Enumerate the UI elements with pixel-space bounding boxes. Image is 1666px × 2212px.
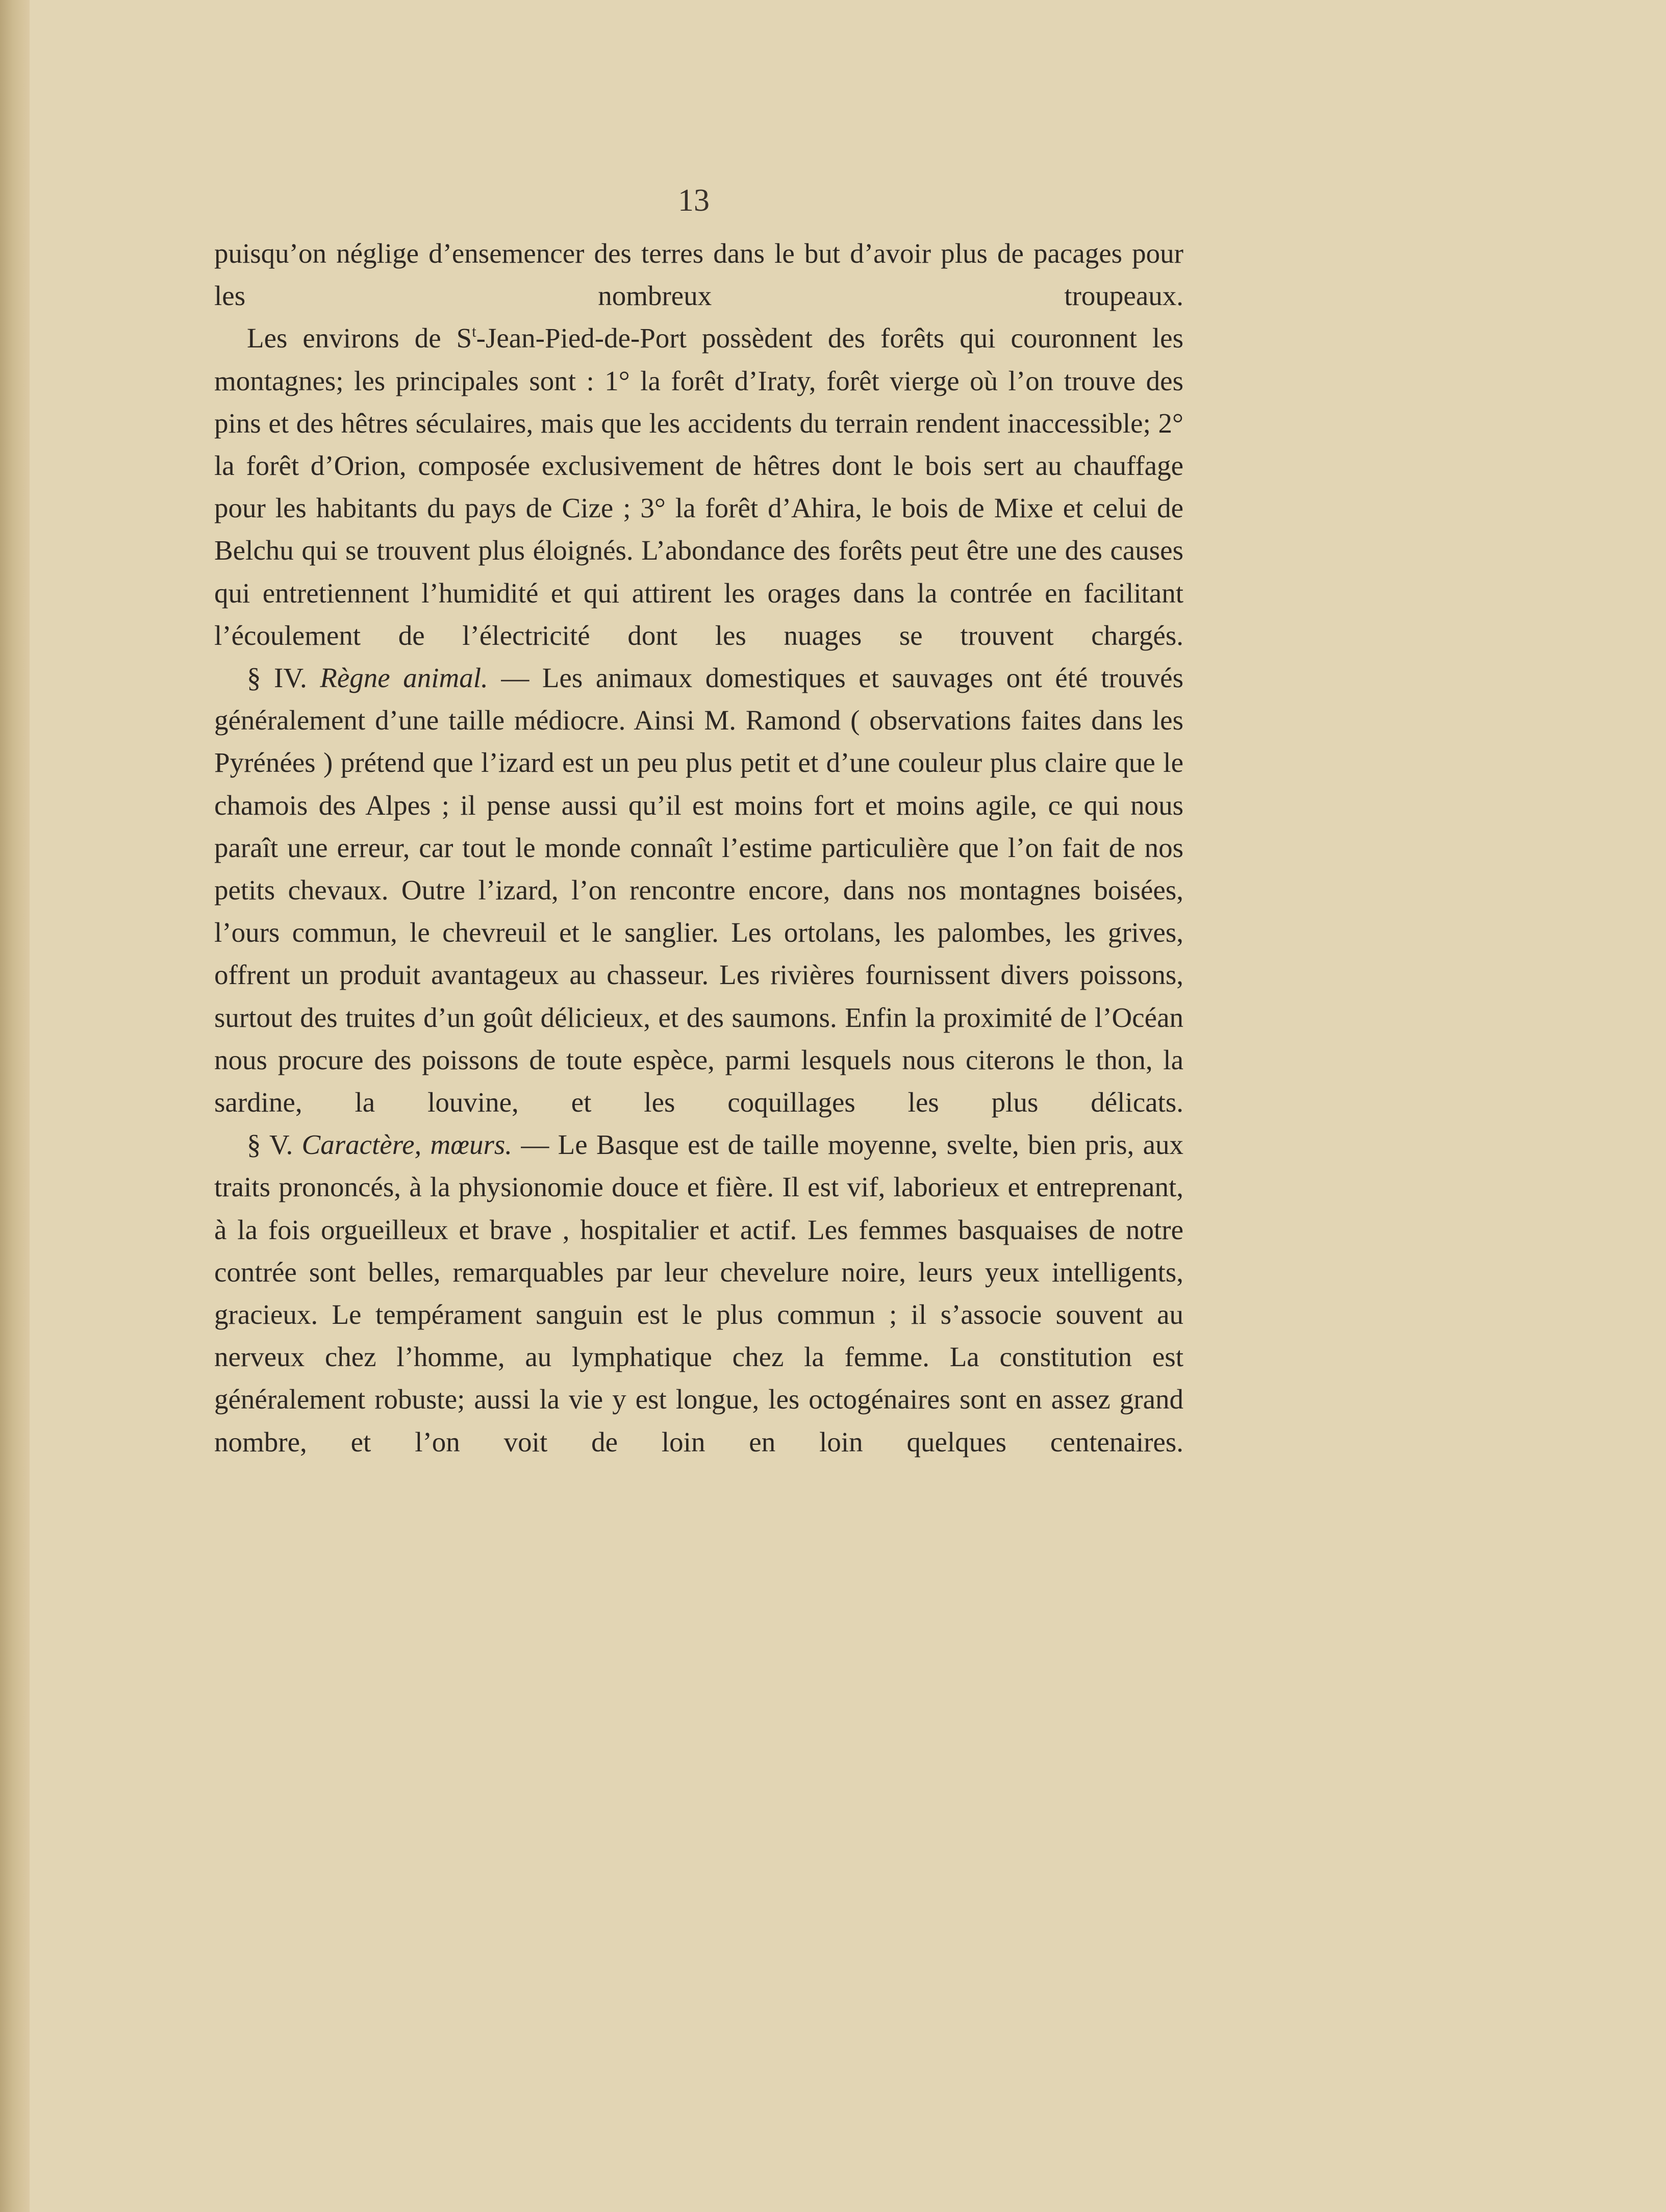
section-heading: Règne animal. bbox=[320, 662, 488, 694]
paragraph-forests: Les environs de $S^t-Jean-Pied-de$-Port possèdent des forêts qui couronnent les montagnes; les principales sont : 1° la forêt d’Iraty, forêt vierge où l’on trouve des pins et des hêtres séculaires, mais que les accidents du terrain rendent inaccessible; 2° la forêt d’Orion, composée exclusivement de hêtres dont le bois sert au chauffage pour les habitants du pays de Cize ; 3° la forêt d’Ahira, le bois de Mixe et celui de Belchu qui se trouvent plus éloignés. L’abondance des forêts peut être une des causes qui entretiennent l’humidité et qui attirent les orages dans la contrée en facilitant l’écoulement de l’électricité dont les nuages se trouvent chargés. bbox=[214, 322, 1184, 651]
section-heading: Caractère, mœurs. bbox=[301, 1129, 513, 1161]
paragraph-character-customs: § V. Caractère, mœurs. — Le Basque est de taille moyenne, svelte, bien pris, aux traits prononcés, à la physionomie douce et fière. Il est vif, laborieux et entreprenant, à la fois orgueilleux et brave , hospitalier et actif. Les femmes basquaises de notre contrée sont belles, remarquables par leur chevelure noire, leurs yeux intelligents, gracieux. Le tempérament sanguin est le plus commun ; il s’associe souvent au nerveux chez l’homme, au lymphatique chez la femme. La constitution est généralement robuste; aussi la vie y est longue, les octogénaires sont en assez grand nombre, et l’on voit de loin en loin quelques centenaires. bbox=[214, 1129, 1184, 1457]
section-number: § IV. bbox=[247, 662, 307, 694]
book-binding-edge bbox=[0, 0, 30, 2212]
page-body bbox=[214, 232, 1183, 1463]
paragraph-animal-kingdom: § IV. Règne animal. — Les animaux domestiques et sauvages ont été trouvés généralement d’une taille médiocre. Ainsi M. Ramond ( observations faites dans les Pyrénées ) prétend que l’izard est un peu plus petit et d’une couleur plus claire que le chamois des Alpes ; il pense aussi qu’il est moins fort et moins agile, ce qui nous paraît une erreur, car tout le monde connaît l’estime particulière que l’on fait de nos petits chevaux. Outre l’izard, l’on rencontre encore, dans nos montagnes boisées, l’ours commun, le chevreuil et le sanglier. Les ortolans, les palombes, les grives, offrent un produit avantageux au chasseur. Les rivières fournissent divers poissons, surtout des truites d’un goût délicieux, et des saumons. Enfin la proximité de l’Océan nous procure des poissons de toute espèce, parmi lesquels nous citerons le thon, la sardine, la louvine, et les coquillages les plus délicats. bbox=[214, 662, 1183, 1118]
section-number: § V. bbox=[247, 1129, 293, 1161]
paragraph-pacages: puisqu’on néglige d’ensemencer des terres dans le but d’avoir plus de pacages pour les nombreux troupeaux. bbox=[214, 238, 1183, 312]
page-number: 13 bbox=[678, 183, 710, 218]
